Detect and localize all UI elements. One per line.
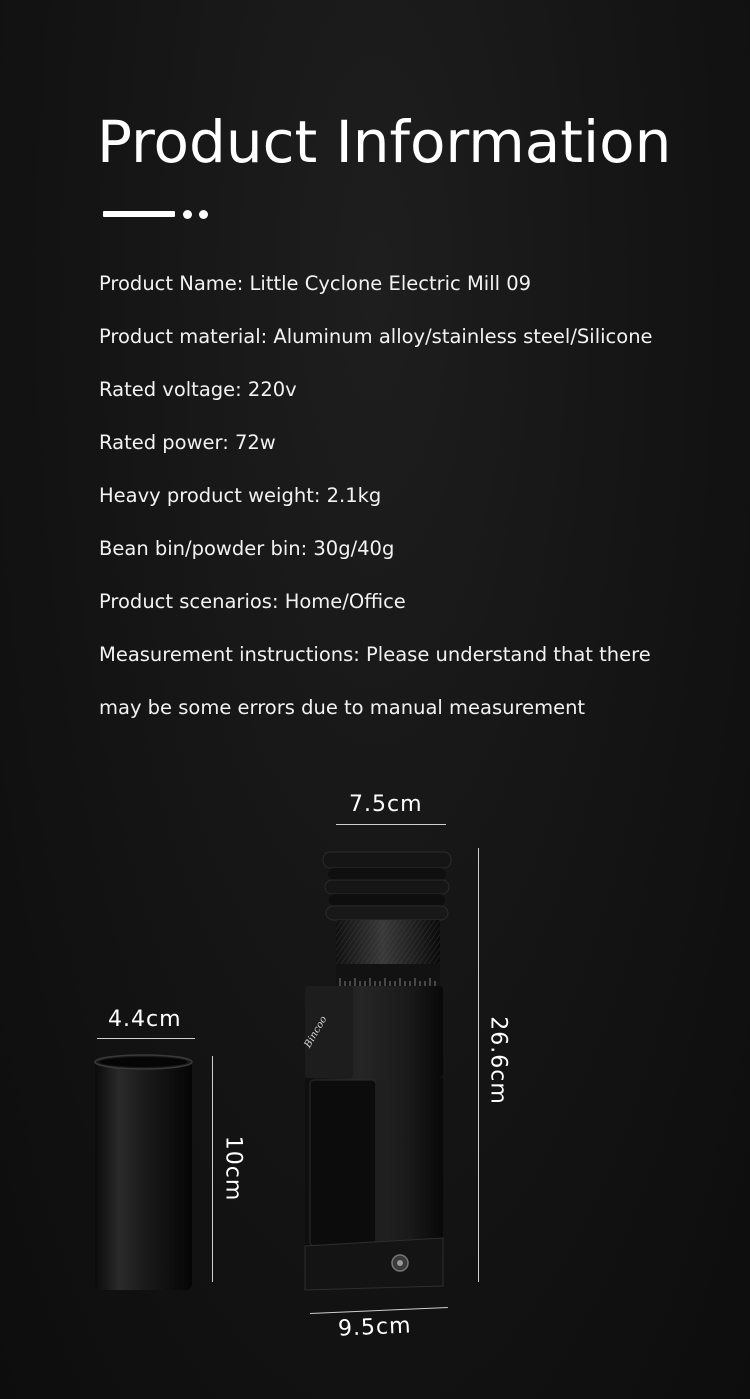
spec-scenarios: Product scenarios: Home/Office	[99, 590, 406, 613]
dimension-line-top	[336, 824, 446, 825]
dimension-cup-height: 10cm	[220, 1135, 246, 1202]
spec-measurement-note-continued: may be some errors due to manual measurement	[99, 696, 586, 719]
dimension-cup-width: 4.4cm	[108, 1007, 182, 1032]
dimension-line-cup-height	[212, 1056, 213, 1282]
powder-cup	[95, 1055, 192, 1290]
spec-power: Rated power: 72w	[99, 431, 276, 454]
spec-weight: Heavy product weight: 2.1kg	[99, 484, 382, 507]
spec-voltage: Rated voltage: 220v	[99, 378, 297, 401]
dimension-line-cup-width	[97, 1038, 195, 1039]
spec-material: Product material: Aluminum alloy/stainless steel/Silicone	[99, 325, 653, 348]
brand-logo: Bincoo	[302, 1014, 330, 1050]
page-title: Product Information	[97, 108, 672, 176]
dimension-line-total-height	[478, 848, 479, 1282]
dimension-base-width: 9.5cm	[337, 1313, 413, 1342]
spec-product-name: Product Name: Little Cyclone Electric Mill 09	[99, 272, 532, 295]
grinder-body	[302, 852, 451, 1290]
dimension-top-width: 7.5cm	[349, 792, 423, 817]
spec-measurement-note: Measurement instructions: Please understand that there	[99, 643, 651, 666]
dimension-total-height: 26.6cm	[485, 1016, 511, 1105]
spec-bin-capacity: Bean bin/powder bin: 30g/40g	[99, 537, 395, 560]
